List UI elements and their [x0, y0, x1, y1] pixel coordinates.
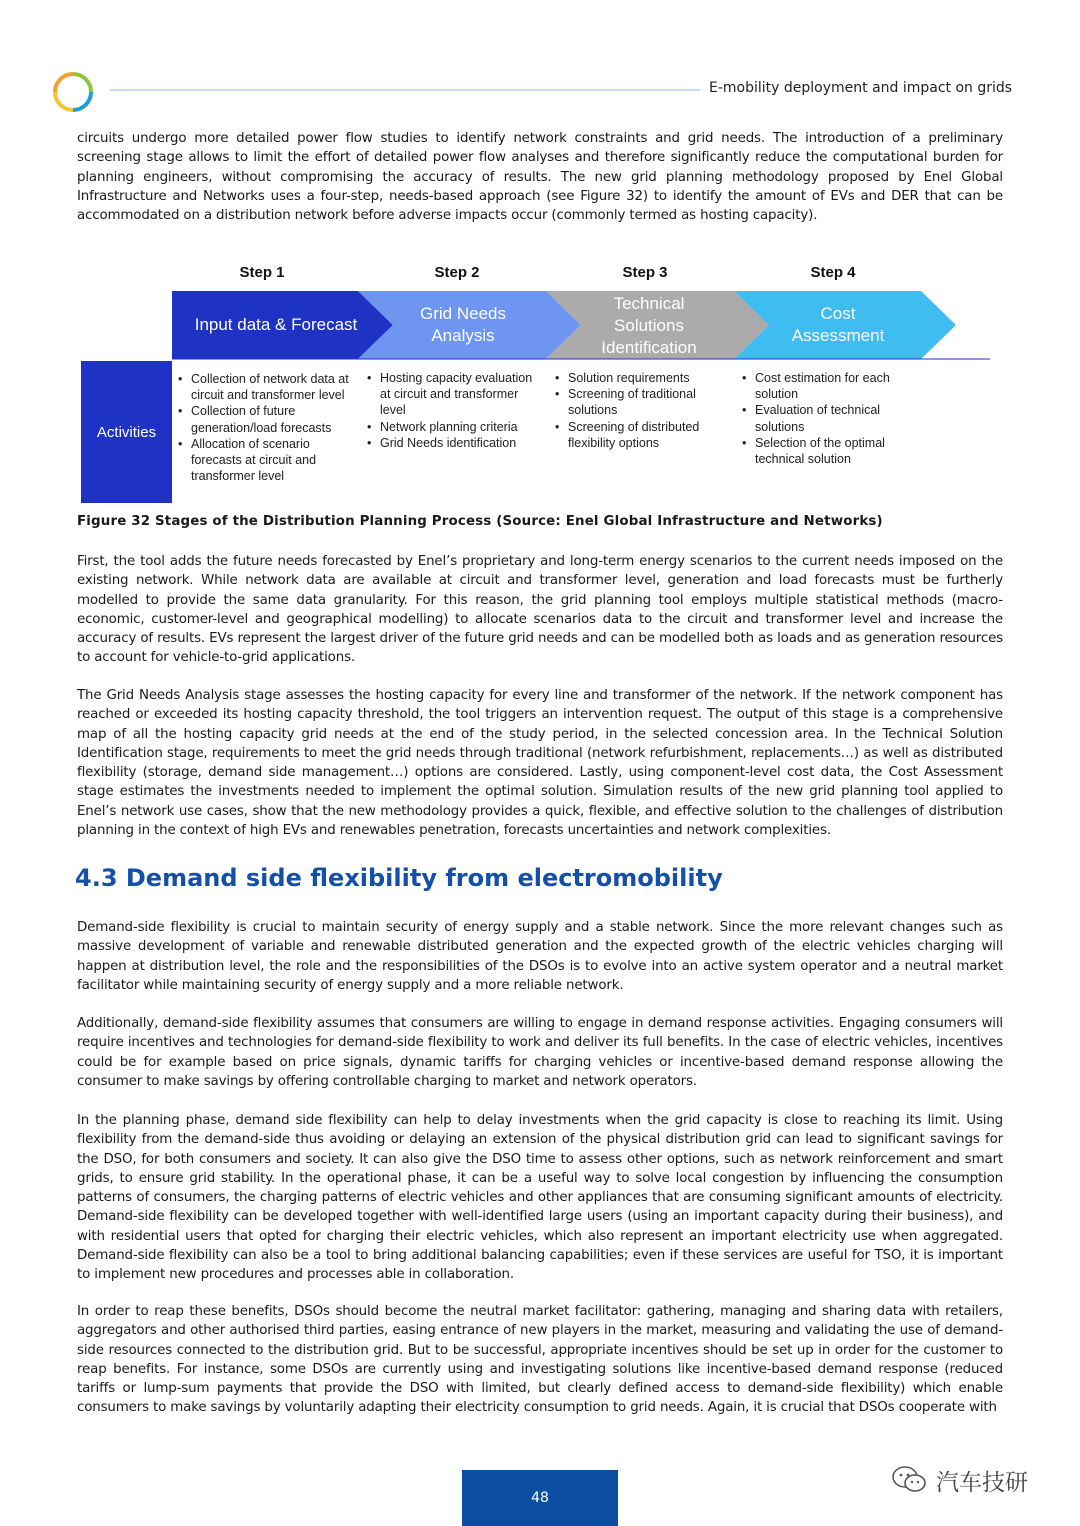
figure-planning-process [80, 256, 995, 506]
running-header-title: E-mobility deployment and impact on grids [709, 80, 1013, 96]
report-logo-icon [52, 71, 94, 113]
stage-2-title: Grid Needs Analysis [420, 304, 506, 345]
stage-4-title: Cost Assessment [791, 304, 885, 345]
step-1-label: Step 1 [239, 264, 285, 281]
header-rule [110, 89, 700, 91]
activities-label: Activities [81, 361, 172, 503]
section-heading: 4.3 Demand side flexibility from electromobility [75, 864, 723, 892]
paragraph-planning-phase: In the planning phase, demand side flexibility can help to delay investments when the grid capacity is close to reaching its limit. Using flexibility from the demand-side thus avoiding or delaying an extension of the physical distribution grid can lead to significant savings for the DSO, for both consumers and society. It can also give the DSO time to assess other options, such as network reinforcement and smart grids, to ensure grid stability. In the operational phase, it can be a useful way to solve local congestion by influencing the consumption patterns of consumers, the charging patterns of electric vehicles and other appliances that are consuming significant amounts of electricity. Demand-side flexibility can be developed together with well-identified large users (using an important capacity during their business), and with residential users that opted for charging their electric vehicles, which also represent an important electricity use when aggregated. Demand-side flexibility can also be a tool to bring additional balancing capabilities; even if these services are useful for TSO, it is important to implement new procedures and processes able in collaboration. [77, 1113, 1003, 1283]
step-2-activities [367, 370, 539, 451]
list-item: • Solution requirements [555, 370, 727, 386]
paragraph-grid-needs: The Grid Needs Analysis stage assesses the hosting capacity for every line and transformer of the network. If the network component has reached or exceeded its hosting capacity threshold, the tool triggers an intervention request. The output of this stage is a comprehensive map of all the hosting capacity grid needs at the end of the study period, in the selected concession area. In the Technical Solution Identification stage, requirements to meet the grid needs through traditional (network refurbishment, replacements…) as well as distributed flexibility (storage, demand side management…) options are considered. Lastly, using component-level cost data, the Cost Assessment stage estimates the investments needed to implement the optimal solution. Simulation results of the new grid planning tool applied to Enel’s network use cases, show that the new methodology provides a quick, flexible, and effective solution to the challenges of distribution planning in the context of high EVs and renewables penetration, forecasts uncertainties and network complexities. [77, 688, 1003, 839]
paragraph-consumer-engagement: Additionally, demand-side flexibility assumes that consumers are willing to engage in demand response activities. Engaging consumers will require incentives and technologies for demand-side flexibility to work and deliver its full benefits. In the case of electric vehicles, incentives could be for example based on price signals, dynamic tariffs for charging vehicles or incentive-based demand response allowing the consumer to make savings by offering controllable charging to market and network operators. [77, 1016, 1003, 1089]
list-item: • Screening of traditional solutions [555, 386, 727, 418]
paragraph-intro: circuits undergo more detailed power flow studies to identify network constraints and grid needs. The introduction of a preliminary screening stage allows to limit the effort of detailed power flow analyses and therefore significantly reduce the computational burden for planning engineers, without compromising the accuracy of results. The new grid planning methodology proposed by Enel Global Infrastructure and Networks uses a four-step, needs-based approach (see Figure 32) to identify the amount of EVs and DER that can be accommodated on a distribution network before adverse impacts occur (commonly termed as hosting capacity). [77, 131, 1003, 224]
wechat-icon [890, 1464, 930, 1496]
list-item: • Collection of future generation/load forecasts [178, 403, 356, 435]
paragraph-tool-forecasts: First, the tool adds the future needs forecasted by Enel’s proprietary and long-term energy scenarios to the current needs imposed on the existing network. While network data are available at circuit and transformer level, generation and load forecasts must be furtherly modelled to provide the same data granularity. For this reason, the grid planning tool employs multiple statistical methods (macro-economic, customer-level and geographical modelling) to allocate scenarios data to the circuit and transformer level and increase the accuracy of results. EVs represent the largest driver of the future grid needs and can be modelled both as loads and as generation resources to account for vehicle-to-grid applications. [77, 554, 1003, 666]
watermark-text: 汽车技研 [936, 1469, 1028, 1496]
paragraph-demand-flexibility: Demand-side flexibility is crucial to maintain security of energy supply and a stable network. Since the more relevant changes such as massive development of variable and renewable distributed generation and the expected growth of the electric vehicles charging will happen at distribution level, the role and the responsibilities of the DSOs is to evolve into an active system operator and a neutral market facilitator while maintaining security of energy supply and a more reliable network. [77, 920, 1003, 993]
step-1-activities [178, 371, 356, 484]
list-item: • Evaluation of technical solutions [742, 402, 914, 434]
page-number: 48 [462, 1470, 618, 1526]
list-item: • Selection of the optimal technical solution [742, 435, 914, 467]
stage-3-title: Technical Solutions Identification [601, 294, 697, 357]
step-3-activities [555, 370, 727, 451]
list-item: • Allocation of scenario forecasts at circuit and transformer level [178, 436, 356, 485]
stage-1-title: Input data & Forecast [194, 315, 358, 334]
step-4-activities [742, 370, 914, 467]
step-3-label: Step 3 [622, 264, 668, 281]
paragraph-market-facilitator: In order to reap these benefits, DSOs should become the neutral market facilitator: gathering, managing and sharing data with retailers, aggregators and other authorised third parties, easing entrance of new players in the market, measuring and validating the use of demand-side resources connected to the distribution grid. But to be successful, appropriate incentives should be set up in order for the customer to reap benefits. For instance, some DSOs are currently using and investigating solutions like incentive-based demand response (reduced tariffs or lump-sum payments that provide the DSO with limited, but clearly defined access to demand-side flexibility) which enable consumers to make savings by voluntarily adapting their electricity consumption to grid needs. Again, it is crucial that DSOs cooperate with [77, 1304, 1003, 1416]
watermark [890, 1462, 1028, 1498]
figure-caption: Figure 32 Stages of the Distribution Planning Process (Source: Enel Global Infrastructure and Networks) [77, 514, 883, 529]
step-4-label: Step 4 [810, 264, 856, 281]
list-item: • Grid Needs identification [367, 435, 539, 451]
list-item: • Screening of distributed flexibility options [555, 419, 727, 451]
step-2-label: Step 2 [434, 264, 480, 281]
list-item: • Hosting capacity evaluation at circuit and transformer level [367, 370, 539, 419]
list-item: • Network planning criteria [367, 419, 539, 435]
list-item: • Cost estimation for each solution [742, 370, 914, 402]
list-item: • Collection of network data at circuit and transformer level [178, 371, 356, 403]
